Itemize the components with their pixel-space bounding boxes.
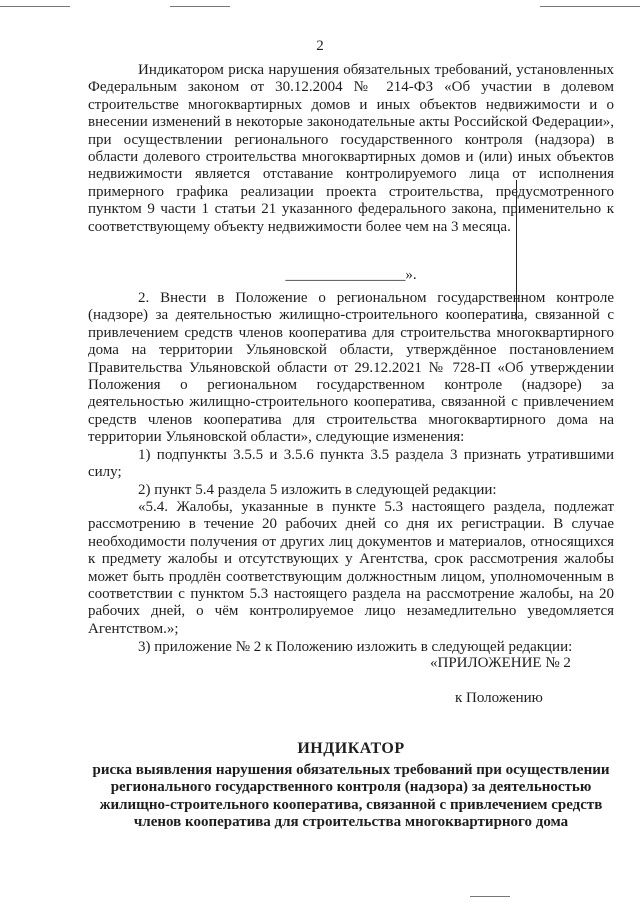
scan-speck: [540, 6, 640, 7]
scan-speck: [470, 896, 510, 897]
item-2-paragraph: 2. Внести в Положение о региональном государственном контроле (надзоре) за деятельностью жилищно-строительного кооператива, связанной с привлечением средств членов кооператива для строительства многоквартирного дома на территории Ульяновской области, утверждённое постановлением Правительства Ульяновской области от 29.12.2021 № 728-П «Об утверждении Положения о региональном государственном контроле (надзоре) за деятельностью жилищно-строительного кооператива, связанной с привлечением средств членов кооператива для строительства многоквартирного дома на территории Ульяновской области», следующие изменения:: [88, 290, 614, 446]
quote-5-4-paragraph: «5.4. Жалобы, указанные в пункте 5.3 настоящего раздела, подлежат рассмотрению в течение 20 рабочих дней со дня их регистрации. В случае необходимости получения от других лиц документов и материалов, относящихся к предмету жалобы и отсутствующих у Агентства, срок рассмотрения жалобы может быть продлён соответствующим должностным лицом, уполномоченным в соответствии с пунктом 5.3 настоящего раздела на рассмотрение жалобы, на 20 рабочих дней, о чём контролируемое лицо незамедлительно уведомляется Агентством.»;: [88, 499, 614, 637]
page-number: 2: [316, 38, 324, 54]
scan-speck: [170, 6, 230, 7]
scan-speck: [0, 6, 70, 7]
appendix-label: «ПРИЛОЖЕНИЕ № 2: [430, 655, 571, 671]
subitem-3-paragraph: 3) приложение № 2 к Положению изложить в следующей редакции:: [138, 639, 573, 655]
intro-paragraph: Индикатором риска нарушения обязательных требований, установленных Федеральным законом от 30.12.2004 № 214-ФЗ «Об участии в долевом строительстве многоквартирных домов и иных объектов недвижимости и о внесении изменений в некоторые законодательные акты Российской Федерации», при осуществлении регионального государственного контроля (надзора) в области долевого строительства многоквартирных домов и (или) иных объектов недвижимости является отставание контролируемого лица от исполнения примерного графика реализации проекта строительства, предусмотренного пунктом 9 части 1 статьи 21 указанного федерального закона, применительно к соответствующему объекту недвижимости более чем на 3 месяца.: [88, 62, 614, 235]
subitem-2-paragraph: 2) пункт 5.4 раздела 5 изложить в следующей редакции:: [138, 482, 497, 498]
indicator-subtitle: риска выявления нарушения обязательных требований при осуществлении регионального государственного контроля (надзора) за деятельностью жилищно-строительного кооператива, связанной с привлечением средств членов кооператива для строительства многоквартирного дома: [92, 762, 610, 830]
blank-line-closing: ________________».: [285, 267, 417, 283]
appendix-to: к Положению: [455, 690, 543, 706]
indicator-title: ИНДИКАТОР: [297, 740, 405, 757]
subitem-1-paragraph: 1) подпункты 3.5.5 и 3.5.6 пункта 3.5 раздела 3 признать утратившими силу;: [88, 447, 614, 481]
